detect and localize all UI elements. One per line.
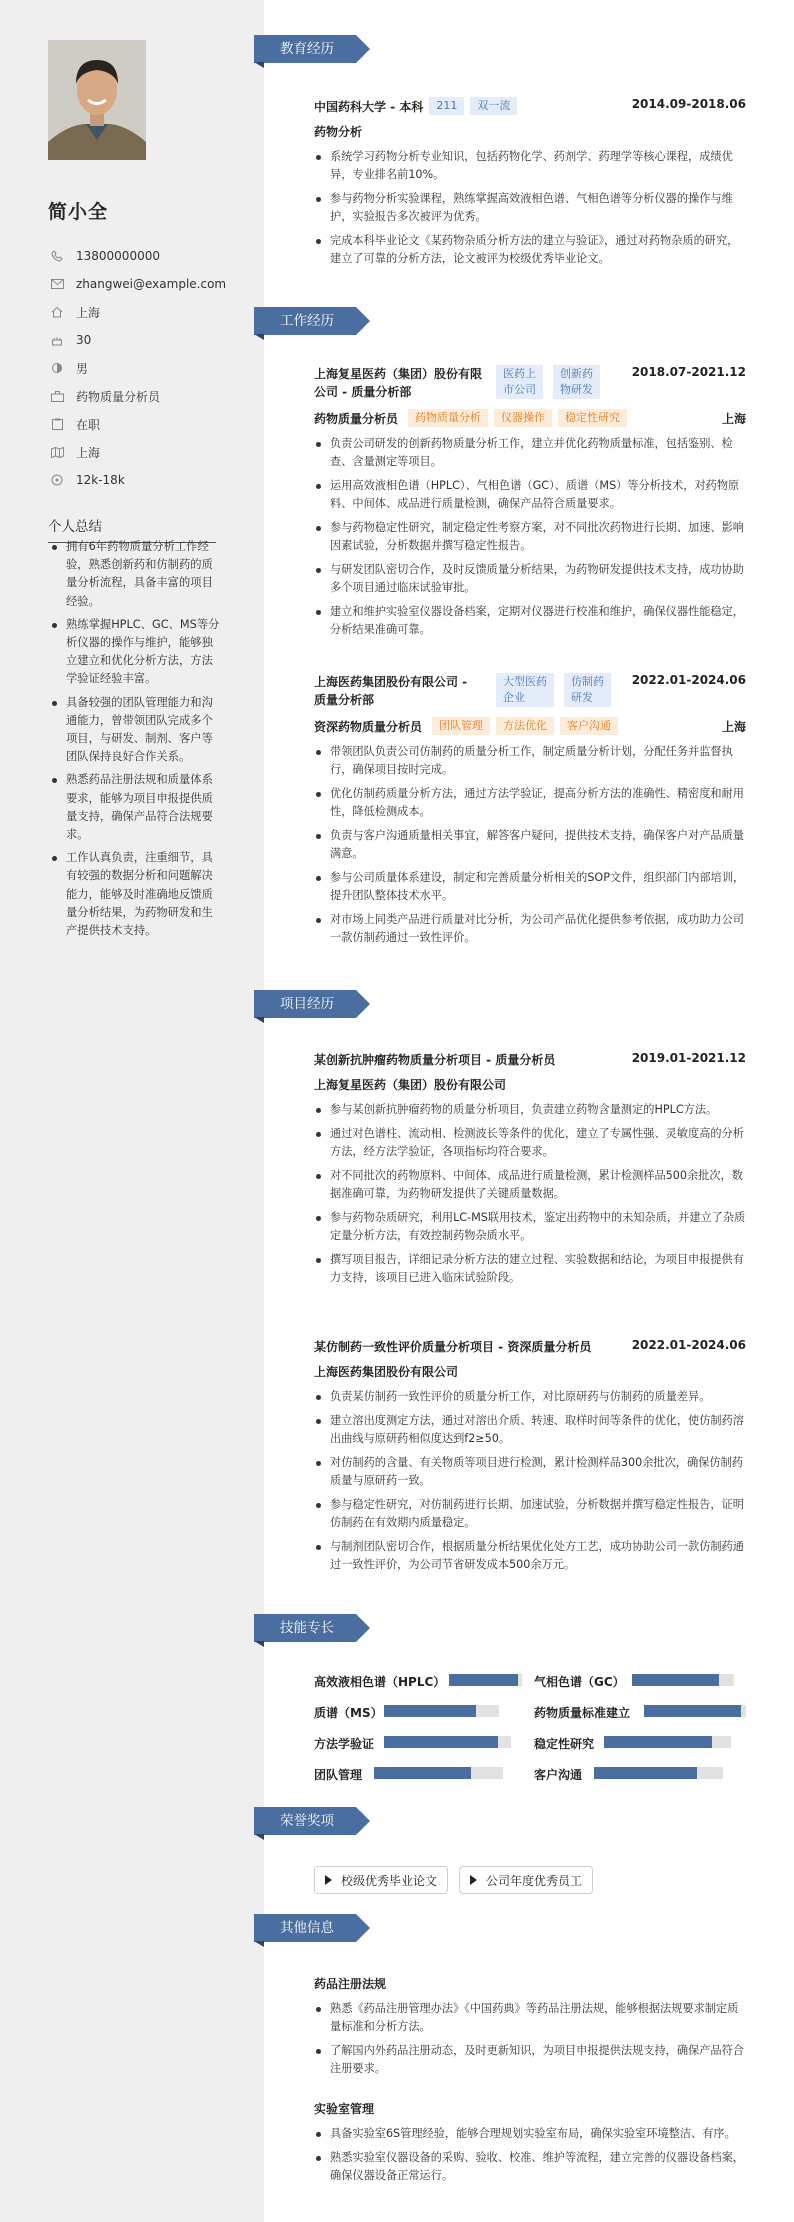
awards-section-title: 荣誉奖项 <box>254 1807 356 1835</box>
age-text: 30 <box>76 333 92 347</box>
main-content <box>264 0 794 2222</box>
education-entry <box>314 97 746 274</box>
work-section-title: 工作经历 <box>254 307 356 335</box>
bullet-item: 参与药物稳定性研究，制定稳定性考察方案，对不同批次药物进行长期、加速、影响因素试验，分析数据并撰写稳定性报告。 <box>314 519 746 555</box>
tag-line: 研发 <box>571 691 593 704</box>
project-title: 某仿制药一致性评价质量分析项目 - 资深质量分析员 <box>314 1340 592 1354</box>
tag-line: 大型医药 <box>503 675 547 688</box>
skill-item <box>314 1766 362 1783</box>
role-tag: 客户沟通 <box>560 717 618 735</box>
location-text: 上海 <box>76 305 101 320</box>
target-city-row <box>48 438 238 466</box>
bullet-item: 负责与客户沟通质量相关事宜，解答客户疑问，提供技术支持，确保客户对产品质量满意。 <box>314 827 746 863</box>
work-city: 上海 <box>721 411 746 426</box>
company-line: 上海复星医药（集团）股份有限 <box>314 367 483 381</box>
bullet-item: 带领团队负责公司仿制药的质量分析工作，制定质量分析计划，分配任务并监督执行，确保项目按时完成。 <box>314 743 746 779</box>
project-date: 2022.01-2024.06 <box>631 1338 746 1352</box>
phone-row <box>48 242 238 270</box>
bullet-item: 熟悉实验室仪器设备的采购、验收、校准、维护等流程，建立完善的仪器设备档案，确保仪器设备正常运行。 <box>314 2149 746 2185</box>
skill-bar <box>384 1736 511 1748</box>
tag-line: 企业 <box>503 691 525 704</box>
education-header <box>314 97 746 115</box>
project-header <box>314 1051 746 1068</box>
skill-bar-fill <box>374 1767 471 1779</box>
ribbon-fold <box>254 1641 264 1647</box>
bullet-item: 了解国内外药品注册动态，及时更新知识，为项目申报提供法规支持，确保产品符合注册要求。 <box>314 2042 746 2078</box>
work-header <box>314 673 746 709</box>
work-date: 2018.07-2021.12 <box>631 365 746 379</box>
ribbon-fold <box>254 62 264 68</box>
gender-row <box>48 354 238 382</box>
skill-name: 药物质量标准建立 <box>534 1706 631 1720</box>
candidate-name: 简小全 <box>48 201 109 223</box>
other-title-text: 药品注册法规 <box>314 1977 387 1991</box>
project-section-header <box>254 989 356 1019</box>
bullet-item: 负责某仿制药一致性评价的质量分析工作，对比原研药与仿制药的质量差异。 <box>314 1388 746 1406</box>
email-row <box>48 270 238 298</box>
tag-line: 创新药 <box>560 367 593 380</box>
skill-item <box>534 1766 582 1783</box>
company-name <box>314 365 492 401</box>
skills-section-title: 技能专长 <box>254 1614 356 1642</box>
project-entry <box>314 1051 746 1293</box>
target-city-text: 上海 <box>76 445 101 460</box>
skill-name: 方法学验证 <box>314 1737 375 1751</box>
education-date: 2014.09-2018.06 <box>631 97 746 111</box>
bullet-item: 对仿制药的含量、有关物质等项目进行检测，累计检测样品300余批次，确保仿制药质量与原研药一致。 <box>314 1454 746 1490</box>
bullet-item: 负责公司研发的创新药物质量分析工作，建立并优化药物质量标准，包括鉴别、检查、含量测定等项目。 <box>314 435 746 471</box>
other-entry <box>314 2100 746 2191</box>
play-icon <box>470 1875 477 1885</box>
major-name: 药物分析 <box>314 125 363 139</box>
skill-item <box>314 1673 445 1690</box>
ribbon-fold <box>254 1834 264 1840</box>
project-entry <box>314 1338 746 1580</box>
work-bullets <box>314 435 746 639</box>
avatar <box>48 40 146 160</box>
skills-section-header <box>254 1613 356 1643</box>
project-title: 某创新抗肿瘤药物质量分析项目 - 质量分析员 <box>314 1053 556 1067</box>
education-section-header <box>254 34 356 64</box>
skill-bar <box>604 1736 731 1748</box>
bullet-item: 完成本科毕业论文《某药物杂质分析方法的建立与验证》，通过对药物杂质的研究，建立了可靠的分析方法，论文被评为校级优秀毕业论文。 <box>314 232 746 268</box>
role-name: 资深药物质量分析员 <box>314 719 423 734</box>
summary-item: 具备较强的团队管理能力和沟通能力，曾带领团队完成多个项目，与研发、制剂、客户等团队保持良好合作关系。 <box>52 694 220 767</box>
summary-item: 熟悉药品注册法规和质量体系要求，能够为项目申报提供质量支持，确保产品符合法规要求。 <box>52 771 220 844</box>
gender-text: 男 <box>76 361 89 376</box>
skill-item <box>534 1704 630 1721</box>
location-row <box>48 298 238 326</box>
tag-line: 市公司 <box>503 383 536 396</box>
skill-bar <box>644 1705 746 1717</box>
other-section-header <box>254 1913 356 1943</box>
bullet-item: 撰写项目报告，详细记录分析方法的建立过程、实验数据和结论，为项目申报提供有力支持，该项目已进入临床试验阶段。 <box>314 1251 746 1287</box>
salary-row <box>48 466 238 494</box>
gender-icon <box>48 361 66 375</box>
other-title-text: 实验室管理 <box>314 2102 375 2116</box>
summary-item: 工作认真负责，注重细节，具有较强的数据分析和问题解决能力，能够及时准确地反馈质量分析结果，为药物研发和生产提供技术支持。 <box>52 849 220 940</box>
skill-name: 客户沟通 <box>534 1768 583 1782</box>
play-icon <box>325 1875 332 1885</box>
skill-name: 团队管理 <box>314 1768 363 1782</box>
project-bullets <box>314 1101 746 1287</box>
role-name: 药物质量分析员 <box>314 411 399 426</box>
awards-section-header <box>254 1806 356 1836</box>
work-header <box>314 365 746 401</box>
bullet-item: 熟悉《药品注册管理办法》《中国药典》等药品注册法规，能够根据法规要求制定质量标准和分析方法。 <box>314 2000 746 2036</box>
company-line: 质量分析部 <box>314 693 375 707</box>
phone-icon <box>48 249 66 263</box>
project-bullets <box>314 1388 746 1574</box>
role-tag: 团队管理 <box>432 717 490 735</box>
role-tag: 方法优化 <box>496 717 554 735</box>
position-text: 药物质量分析员 <box>76 389 161 404</box>
school-tag: 211 <box>429 97 464 115</box>
avatar-photo <box>48 40 146 160</box>
company-line: 公司 - 质量分析部 <box>314 385 412 399</box>
skill-bar-fill <box>384 1736 498 1748</box>
sidebar <box>0 0 264 2222</box>
role-tag: 药物质量分析 <box>408 409 488 427</box>
role-tag: 仪器操作 <box>494 409 552 427</box>
ribbon-fold <box>254 1017 264 1023</box>
work-section-header <box>254 306 356 336</box>
skill-item <box>314 1704 383 1721</box>
project-company: 上海复星医药（集团）股份有限公司 <box>314 1078 507 1092</box>
skill-bar-fill <box>632 1674 719 1686</box>
skill-bar <box>449 1674 522 1686</box>
award-badge <box>314 1866 448 1894</box>
bullet-item: 对市场上同类产品进行质量对比分析，为公司产品优化提供参考依据，成功助力公司一款仿制药通过一致性评价。 <box>314 911 746 947</box>
bullet-item: 参与药物分析实验课程，熟练掌握高效液相色谱、气相色谱等分析仪器的操作与维护，实验报告多次被评为优秀。 <box>314 190 746 226</box>
skill-name: 质谱（MS） <box>314 1706 383 1720</box>
ribbon-fold <box>254 1941 264 1947</box>
bullet-item: 参与某创新抗肿瘤药物的质量分析项目，负责建立药物含量测定的HPLC方法。 <box>314 1101 746 1119</box>
coin-icon <box>48 473 66 487</box>
project-section-title: 项目经历 <box>254 990 356 1018</box>
school-name: 中国药科大学 - 本科 <box>314 99 424 114</box>
bullet-item: 运用高效液相色谱（HPLC）、气相色谱（GC）、质谱（MS）等分析技术，对药物原料、中间体、成品进行质量检测，确保产品符合质量要求。 <box>314 477 746 513</box>
skill-name: 气相色谱（GC） <box>534 1675 625 1689</box>
summary-item: 熟练掌握HPLC、GC、MS等分析仪器的操作与维护，能够独立建立和优化分析方法，方法学验证经验丰富。 <box>52 616 220 689</box>
work-city: 上海 <box>721 719 746 734</box>
skill-bar <box>384 1705 499 1717</box>
work-date: 2022.01-2024.06 <box>631 673 746 687</box>
bullet-item: 参与稳定性研究，对仿制药进行长期、加速试验，分析数据并撰写稳定性报告，证明仿制药在有效期内质量稳定。 <box>314 1496 746 1532</box>
education-bullets <box>314 148 746 268</box>
other-entry <box>314 1975 746 2084</box>
skill-bar-fill <box>449 1674 518 1686</box>
skill-name: 高效液相色谱（HPLC） <box>314 1675 446 1689</box>
other-title <box>314 1975 746 1992</box>
skill-bar-fill <box>594 1767 697 1779</box>
status-text: 在职 <box>76 417 101 432</box>
summary-list <box>52 538 220 945</box>
award-badge <box>459 1866 593 1894</box>
home-icon <box>48 305 66 319</box>
company-tag <box>496 673 554 707</box>
mail-icon <box>48 277 66 291</box>
project-header <box>314 1338 746 1355</box>
cake-icon <box>48 333 66 347</box>
work-bullets <box>314 743 746 947</box>
bullet-item: 与制剂团队密切合作，根据质量分析结果优化处方工艺，成功协助公司一款仿制药通过一致性评价，为公司节省研发成本500余万元。 <box>314 1538 746 1574</box>
summary-title: 个人总结 <box>48 515 216 543</box>
company-tag <box>553 365 600 399</box>
bullet-item: 与研发团队密切合作，及时反馈质量分析结果，为药物研发提供技术支持，成功协助多个项目通过临床试验审批。 <box>314 561 746 597</box>
school-tag: 双一流 <box>470 97 517 115</box>
other-title <box>314 2100 746 2117</box>
tag-line: 医药上 <box>503 367 536 380</box>
bullet-item: 系统学习药物分析专业知识，包括药物化学、药剂学、药理学等核心课程，成绩优异，专业排名前10%。 <box>314 148 746 184</box>
company-line: 上海医药集团股份有限公司 - <box>314 675 468 689</box>
bullet-item: 建立溶出度测定方法，通过对溶出介质、转速、取样时间等条件的优化，使仿制药溶出曲线与原研药相似度达到f2≥50。 <box>314 1412 746 1448</box>
role-tag: 稳定性研究 <box>558 409 627 427</box>
phone-text: 13800000000 <box>76 249 160 263</box>
project-company: 上海医药集团股份有限公司 <box>314 1365 459 1379</box>
tag-line: 仿制药 <box>571 675 604 688</box>
project-date: 2019.01-2021.12 <box>631 1051 746 1065</box>
salary-text: 12k-18k <box>76 473 125 487</box>
skill-bar <box>374 1767 503 1779</box>
contact-info <box>48 242 238 494</box>
skill-bar <box>594 1767 723 1779</box>
company-name <box>314 673 492 709</box>
award-label: 校级优秀毕业论文 <box>341 1873 438 1888</box>
skill-bar-fill <box>604 1736 712 1748</box>
bullet-item: 对不同批次的药物原料、中间体、成品进行质量检测，累计检测样品500余批次，数据准确可靠，为药物研发提供了关键质量数据。 <box>314 1167 746 1203</box>
briefcase-icon <box>48 389 66 403</box>
clipboard-icon <box>48 417 66 431</box>
summary-item: 拥有6年药物质量分析工作经验，熟悉创新药和仿制药的质量分析流程，具备丰富的项目经验。 <box>52 538 220 611</box>
skill-name: 稳定性研究 <box>534 1737 595 1751</box>
skill-item <box>534 1673 625 1690</box>
award-label: 公司年度优秀员工 <box>486 1873 583 1888</box>
skill-item <box>534 1735 594 1752</box>
map-icon <box>48 445 66 459</box>
education-section-title: 教育经历 <box>254 35 356 63</box>
position-row <box>48 382 238 410</box>
role-row <box>314 409 746 427</box>
bullet-item: 参与药物杂质研究，利用LC-MS联用技术，鉴定出药物中的未知杂质，并建立了杂质定量分析方法，有效控制药物杂质水平。 <box>314 1209 746 1245</box>
other-section-title: 其他信息 <box>254 1914 356 1942</box>
skill-bar-fill <box>644 1705 741 1717</box>
bullet-item: 优化仿制药质量分析方法，通过方法学验证，提高分析方法的准确性、精密度和耐用性，降低检测成本。 <box>314 785 746 821</box>
status-row <box>48 410 238 438</box>
bullet-item: 通过对色谱柱、流动相、检测波长等条件的优化，建立了专属性强、灵敏度高的分析方法，经方法学验证，各项指标均符合要求。 <box>314 1125 746 1161</box>
role-row <box>314 717 746 735</box>
bullet-item: 建立和维护实验室仪器设备档案，定期对仪器进行校准和维护，确保仪器性能稳定，分析结果准确可靠。 <box>314 603 746 639</box>
skill-bar <box>632 1674 734 1686</box>
bullet-item: 具备实验室6S管理经验，能够合理规划实验室布局，确保实验室环境整洁、有序。 <box>314 2125 746 2143</box>
work-entry <box>314 365 746 645</box>
bullet-item: 参与公司质量体系建设，制定和完善质量分析相关的SOP文件，组织部门内部培训，提升团队整体技术水平。 <box>314 869 746 905</box>
skill-bar-fill <box>384 1705 476 1717</box>
work-entry <box>314 673 746 953</box>
tag-line: 物研发 <box>560 383 593 396</box>
other-bullets <box>314 2000 746 2078</box>
age-row <box>48 326 238 354</box>
skill-item <box>314 1735 374 1752</box>
other-bullets <box>314 2125 746 2185</box>
email-text: zhangwei@example.com <box>76 277 227 291</box>
company-tag <box>496 365 543 399</box>
ribbon-fold <box>254 334 264 340</box>
company-tag <box>564 673 611 707</box>
